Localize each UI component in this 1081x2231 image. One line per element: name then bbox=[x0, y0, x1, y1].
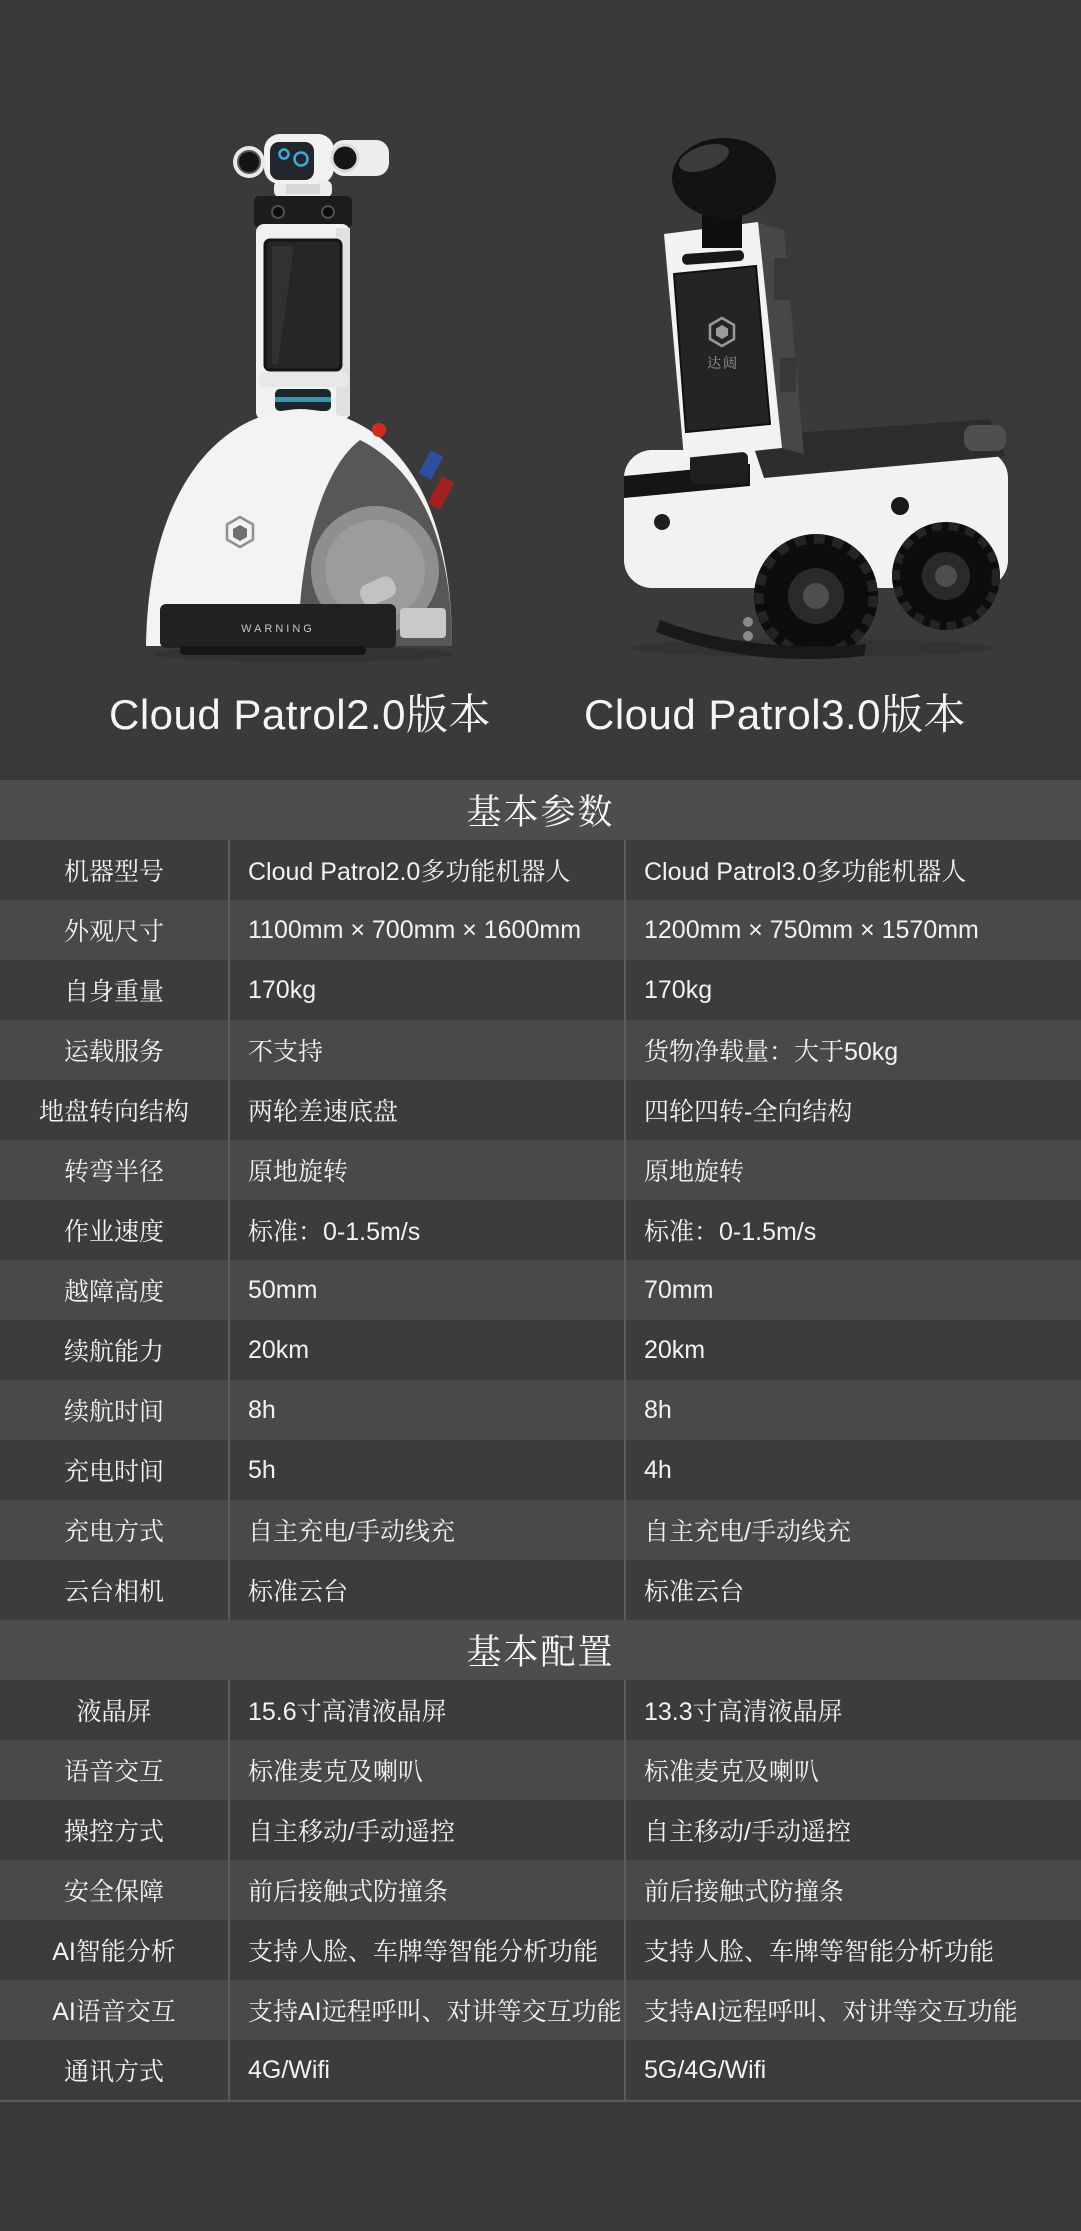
spec-label: AI智能分析 bbox=[0, 1920, 230, 1980]
spec-value-patrol2: 1100mm × 700mm × 1600mm bbox=[230, 900, 626, 960]
spec-value-patrol3: 8h bbox=[644, 1395, 672, 1424]
hero-section bbox=[0, 0, 1081, 780]
spec-value-patrol3: 四轮四转-全向结构 bbox=[644, 1098, 853, 1126]
section-header: 基本参数 bbox=[0, 780, 1081, 840]
spec-label: 操控方式 bbox=[0, 1800, 230, 1860]
table-row bbox=[0, 1860, 1081, 1920]
spec-value-patrol3: 标准：0-1.5m/s bbox=[644, 1218, 817, 1246]
table-row bbox=[0, 1200, 1081, 1260]
spec-label: 云台相机 bbox=[0, 1560, 230, 1620]
spec-label: 运载服务 bbox=[0, 1020, 230, 1080]
emergency-button bbox=[372, 423, 386, 437]
spec-value-patrol3: 13.3寸高清液晶屏 bbox=[644, 1698, 843, 1726]
section-basic-parameters bbox=[0, 780, 1081, 1620]
spec-label: 转弯半径 bbox=[0, 1140, 230, 1200]
table-row bbox=[0, 2040, 1081, 2100]
robot-image-patrol3 bbox=[598, 122, 1012, 662]
section-header: 基本配置 bbox=[0, 1620, 1081, 1680]
brand-label: 达闼 bbox=[707, 355, 739, 371]
robot-patrol2-camera-head bbox=[233, 134, 389, 194]
table-row bbox=[0, 1020, 1081, 1080]
table-row bbox=[0, 1380, 1081, 1440]
spec-value-patrol2: 15.6寸高清液晶屏 bbox=[230, 1680, 626, 1740]
spec-label: 外观尺寸 bbox=[0, 900, 230, 960]
robot-patrol3-screen bbox=[674, 266, 770, 432]
robot-patrol2-tower bbox=[254, 166, 352, 420]
spec-value-patrol3: 70mm bbox=[644, 1275, 714, 1304]
spec-label: 自身重量 bbox=[0, 960, 230, 1020]
table-row bbox=[0, 1680, 1081, 1740]
spec-value-patrol2: 两轮差速底盘 bbox=[230, 1080, 626, 1140]
spec-value-patrol3: 支持AI远程呼叫、对讲等交互功能 bbox=[644, 1998, 1018, 2026]
spec-label: 机器型号 bbox=[0, 840, 230, 900]
spec-label: 续航时间 bbox=[0, 1380, 230, 1440]
table-row bbox=[0, 1440, 1081, 1500]
spec-value-patrol2: 标准：0-1.5m/s bbox=[230, 1200, 626, 1260]
spec-label: AI语音交互 bbox=[0, 1980, 230, 2040]
spec-label: 续航能力 bbox=[0, 1320, 230, 1380]
spec-value-patrol2: 170kg bbox=[230, 960, 626, 1020]
spec-label: 充电时间 bbox=[0, 1440, 230, 1500]
spec-label: 通讯方式 bbox=[0, 2040, 230, 2100]
table-row bbox=[0, 1500, 1081, 1560]
table-row bbox=[0, 1920, 1081, 1980]
spec-value-patrol3: 4h bbox=[644, 1455, 672, 1484]
spec-value-patrol3: 标准麦克及喇叭 bbox=[644, 1758, 820, 1786]
table-row bbox=[0, 1260, 1081, 1320]
spec-value-patrol3: 自主充电/手动线充 bbox=[644, 1518, 851, 1546]
table-row bbox=[0, 1320, 1081, 1380]
spec-value-patrol2: 4G/Wifi bbox=[230, 2040, 626, 2100]
spec-value-patrol3: 支持人脸、车牌等智能分析功能 bbox=[644, 1938, 995, 1966]
spec-value-patrol2: 标准云台 bbox=[230, 1560, 626, 1620]
spec-label: 作业速度 bbox=[0, 1200, 230, 1260]
caption-patrol2: Cloud Patrol2.0版本 bbox=[108, 691, 491, 738]
spec-label: 充电方式 bbox=[0, 1500, 230, 1560]
spec-value-patrol2: 20km bbox=[230, 1320, 626, 1380]
spec-label: 越障高度 bbox=[0, 1260, 230, 1320]
table-row bbox=[0, 960, 1081, 1020]
spec-value-patrol2: 自主移动/手动遥控 bbox=[230, 1800, 626, 1860]
spec-label: 安全保障 bbox=[0, 1860, 230, 1920]
spec-value-patrol3: 前后接触式防撞条 bbox=[644, 1878, 845, 1906]
robot-image-patrol2 bbox=[128, 132, 470, 666]
table-row bbox=[0, 900, 1081, 960]
table-row bbox=[0, 1740, 1081, 1800]
spec-value-patrol2: 5h bbox=[230, 1440, 626, 1500]
table-row bbox=[0, 840, 1081, 900]
spec-value-patrol3: Cloud Patrol3.0多功能机器人 bbox=[644, 858, 967, 886]
caption-patrol3: Cloud Patrol3.0版本 bbox=[583, 691, 966, 738]
warning-label: WARNING bbox=[241, 623, 315, 635]
table-row bbox=[0, 1080, 1081, 1140]
robot-patrol3-illustration bbox=[598, 122, 1012, 662]
spec-value-patrol2: Cloud Patrol2.0多功能机器人 bbox=[230, 840, 626, 900]
robot-patrol2-illustration bbox=[128, 132, 470, 666]
robot-patrol3-tower bbox=[664, 222, 804, 484]
spec-value-patrol3: 20km bbox=[644, 1335, 706, 1364]
spec-value-patrol2: 自主充电/手动线充 bbox=[230, 1500, 626, 1560]
spec-value-patrol3: 标准云台 bbox=[644, 1578, 745, 1606]
spec-value-patrol2: 50mm bbox=[230, 1260, 626, 1320]
spec-value-patrol2: 8h bbox=[230, 1380, 626, 1440]
spec-label: 液晶屏 bbox=[0, 1680, 230, 1740]
spec-value-patrol3: 5G/4G/Wifi bbox=[644, 2055, 767, 2084]
spec-value-patrol3: 170kg bbox=[644, 975, 713, 1004]
table-row bbox=[0, 1980, 1081, 2040]
spec-value-patrol3: 1200mm × 750mm × 1570mm bbox=[644, 915, 979, 944]
section-basic-configuration bbox=[0, 1620, 1081, 2102]
spec-value-patrol2: 原地旋转 bbox=[230, 1140, 626, 1200]
spec-value-patrol2: 支持AI远程呼叫、对讲等交互功能 bbox=[230, 1980, 626, 2040]
spec-value-patrol2: 支持人脸、车牌等智能分析功能 bbox=[230, 1920, 626, 1980]
robot-patrol2-base bbox=[160, 604, 446, 655]
spec-value-patrol2: 标准麦克及喇叭 bbox=[230, 1740, 626, 1800]
table-row bbox=[0, 1800, 1081, 1860]
table-row bbox=[0, 1560, 1081, 1620]
spec-value-patrol2: 前后接触式防撞条 bbox=[230, 1860, 626, 1920]
spec-label: 语音交互 bbox=[0, 1740, 230, 1800]
table-row bbox=[0, 1140, 1081, 1200]
spec-value-patrol2: 不支持 bbox=[230, 1020, 626, 1080]
spec-value-patrol3: 原地旋转 bbox=[644, 1158, 745, 1186]
spec-value-patrol3: 自主移动/手动遥控 bbox=[644, 1818, 851, 1846]
spec-label: 地盘转向结构 bbox=[0, 1080, 230, 1140]
spec-value-patrol3: 货物净载量：大于50kg bbox=[644, 1038, 899, 1066]
